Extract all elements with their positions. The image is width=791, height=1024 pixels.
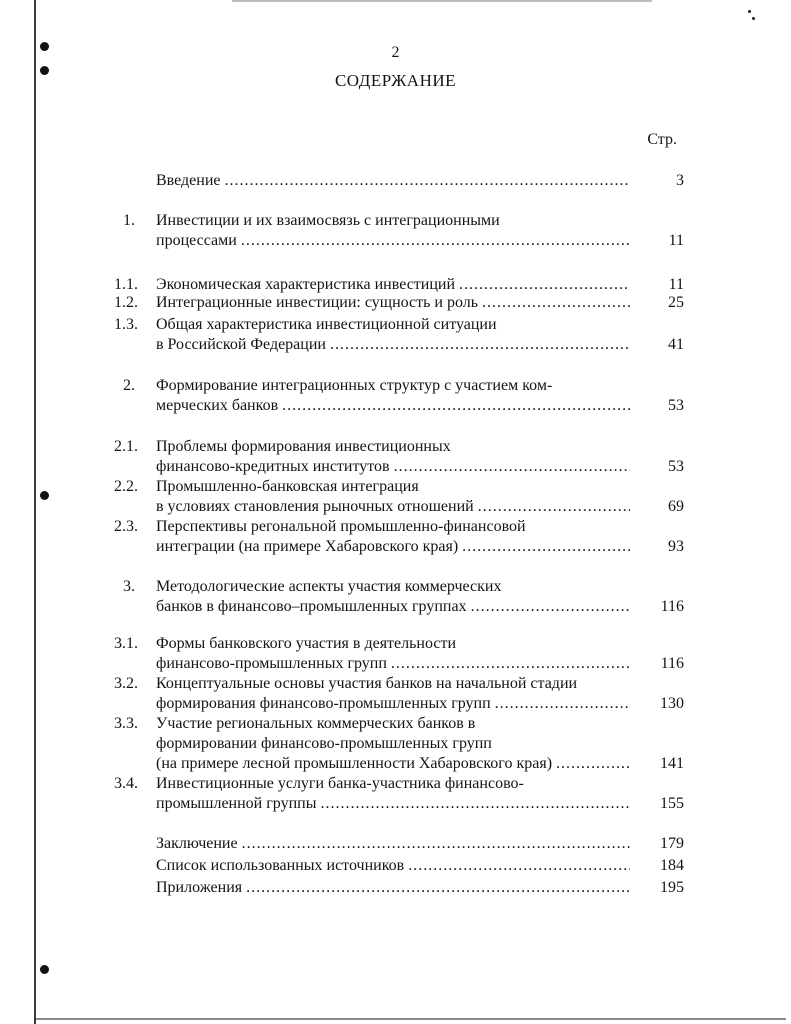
toc-page-number: 41 [668, 336, 684, 353]
toc-page-number: 53 [668, 397, 684, 414]
toc-entry-title-line: в условиях становления рыночных отношений ..... [156, 497, 630, 517]
punch-hole-mark [40, 965, 49, 974]
toc-entry-number: 1. [123, 212, 135, 229]
toc-entry-title-line: Формирование интеграционных структур с участием ком- [156, 377, 553, 394]
toc-entry-title-line: Проблемы формирования инвестиционных [156, 438, 451, 455]
toc-entry-title-line: Формы банковского участия в деятельности [156, 635, 457, 652]
dot-leader [241, 231, 630, 251]
scan-speck [748, 10, 751, 13]
scan-edge-left [34, 0, 36, 1024]
dot-leader [246, 878, 630, 898]
toc-page-number: 3 [676, 172, 684, 189]
dot-leader [320, 794, 630, 814]
scan-edge-top [232, 0, 652, 2]
page-number: 2 [391, 44, 400, 61]
toc-entry-title-line: формировании финансово-промышленных групп [156, 735, 492, 752]
toc-page-number: 130 [660, 695, 684, 712]
toc-entry-title-line: Список использованных источников ..... [156, 856, 630, 876]
toc-page-number: 25 [668, 294, 684, 311]
dot-leader [462, 537, 630, 557]
toc-entry-title-line: Общая характеристика инвестиционной ситуации [156, 316, 497, 333]
toc-entry-title-line: Инвестиции и их взаимосвязь с интеграционными [156, 212, 500, 229]
dot-leader [330, 335, 630, 355]
toc-page-number: 69 [668, 498, 684, 515]
dot-leader [408, 856, 630, 876]
dot-leader [391, 654, 630, 674]
toc-entry-number: 2.2. [114, 478, 138, 495]
toc-entry-number: 2.3. [114, 518, 138, 535]
dot-leader [225, 171, 631, 191]
toc-entry-title-line: Промышленно-банковская интеграция [156, 478, 419, 495]
toc-page-number: 179 [660, 835, 684, 852]
toc-entry-number: 1.3. [114, 316, 138, 333]
toc-entry-number: 1.1. [114, 276, 138, 293]
toc-entry-title-line: Методологические аспекты участия коммерческих [156, 578, 502, 595]
dot-leader [482, 293, 630, 313]
toc-entry-title-line: (на примере лесной промышленности Хабаровского края) ..... [156, 754, 630, 774]
toc-entry-number: 2. [123, 377, 135, 394]
toc-page-number: 184 [660, 857, 684, 874]
toc-entry-number: 3.4. [114, 775, 138, 792]
toc-entry-title-line: Перспективы регональной промышленно-финансовой [156, 518, 526, 535]
toc-entry-title-line: формирования финансово-промышленных групп ..... [156, 694, 630, 714]
toc-entry-title-line: Введение ..... [156, 171, 630, 191]
toc-entry-title-line: Участие региональных коммерческих банков в [156, 715, 476, 732]
toc-entry-number: 3.2. [114, 675, 138, 692]
scan-edge-bottom [36, 1018, 786, 1020]
toc-entry-title-line: Экономическая характеристика инвестиций ..... [156, 275, 630, 295]
scan-speck [752, 17, 755, 20]
toc-entry-number: 2.1. [114, 438, 138, 455]
toc-page-number: 93 [668, 538, 684, 555]
toc-page-number: 116 [660, 598, 684, 615]
dot-leader [495, 694, 630, 714]
toc-entry-number: 1.2. [114, 294, 138, 311]
toc-entry-title-line: финансово-кредитных институтов ..... [156, 457, 630, 477]
toc-entry-number: 3.3. [114, 715, 138, 732]
toc-page-number: 53 [668, 458, 684, 475]
dot-leader [242, 834, 630, 854]
punch-hole-mark [40, 491, 49, 500]
page-title: СОДЕРЖАНИЕ [334, 71, 457, 90]
toc-entry-title-line: банков в финансово–промышленных группах ..... [156, 597, 630, 617]
toc-entry-title-line: интеграции (на примере Хабаровского края) ..... [156, 537, 630, 557]
toc-entry-title-line: процессами ..... [156, 231, 630, 251]
dot-leader [459, 275, 630, 295]
toc-page-number: 11 [668, 276, 684, 293]
dot-leader [478, 497, 630, 517]
toc-page-number: 155 [660, 795, 684, 812]
dot-leader [471, 597, 630, 617]
toc-page-number: 11 [668, 232, 684, 249]
toc-entry-title-line: в Российской Федерации ..... [156, 335, 630, 355]
toc-page-number: 195 [660, 879, 684, 896]
toc-entry-title-line: мерческих банков ..... [156, 396, 630, 416]
toc-entry-title-line: Заключение ..... [156, 834, 630, 854]
toc-entry-title-line: Интеграционные инвестиции: сущность и роль ..... [156, 293, 630, 313]
dot-leader [556, 754, 630, 774]
toc-entry-title-line: Приложения ..... [156, 878, 630, 898]
toc-entry-number: 3.1. [114, 635, 138, 652]
toc-page-number: 116 [660, 655, 684, 672]
toc-entry-title-line: промышленной группы ..... [156, 794, 630, 814]
toc-page-number: 141 [660, 755, 684, 772]
page-column-header: Стр. [647, 131, 677, 148]
dot-leader [282, 396, 630, 416]
dot-leader [394, 457, 630, 477]
toc-entry-title-line: Инвестиционные услуги банка-участника финансово- [156, 775, 524, 792]
toc-entry-title-line: финансово-промышленных групп ..... [156, 654, 630, 674]
toc-entry-title-line: Концептуальные основы участия банков на начальной стадии [156, 675, 578, 692]
toc-entry-number: 3. [123, 578, 135, 595]
